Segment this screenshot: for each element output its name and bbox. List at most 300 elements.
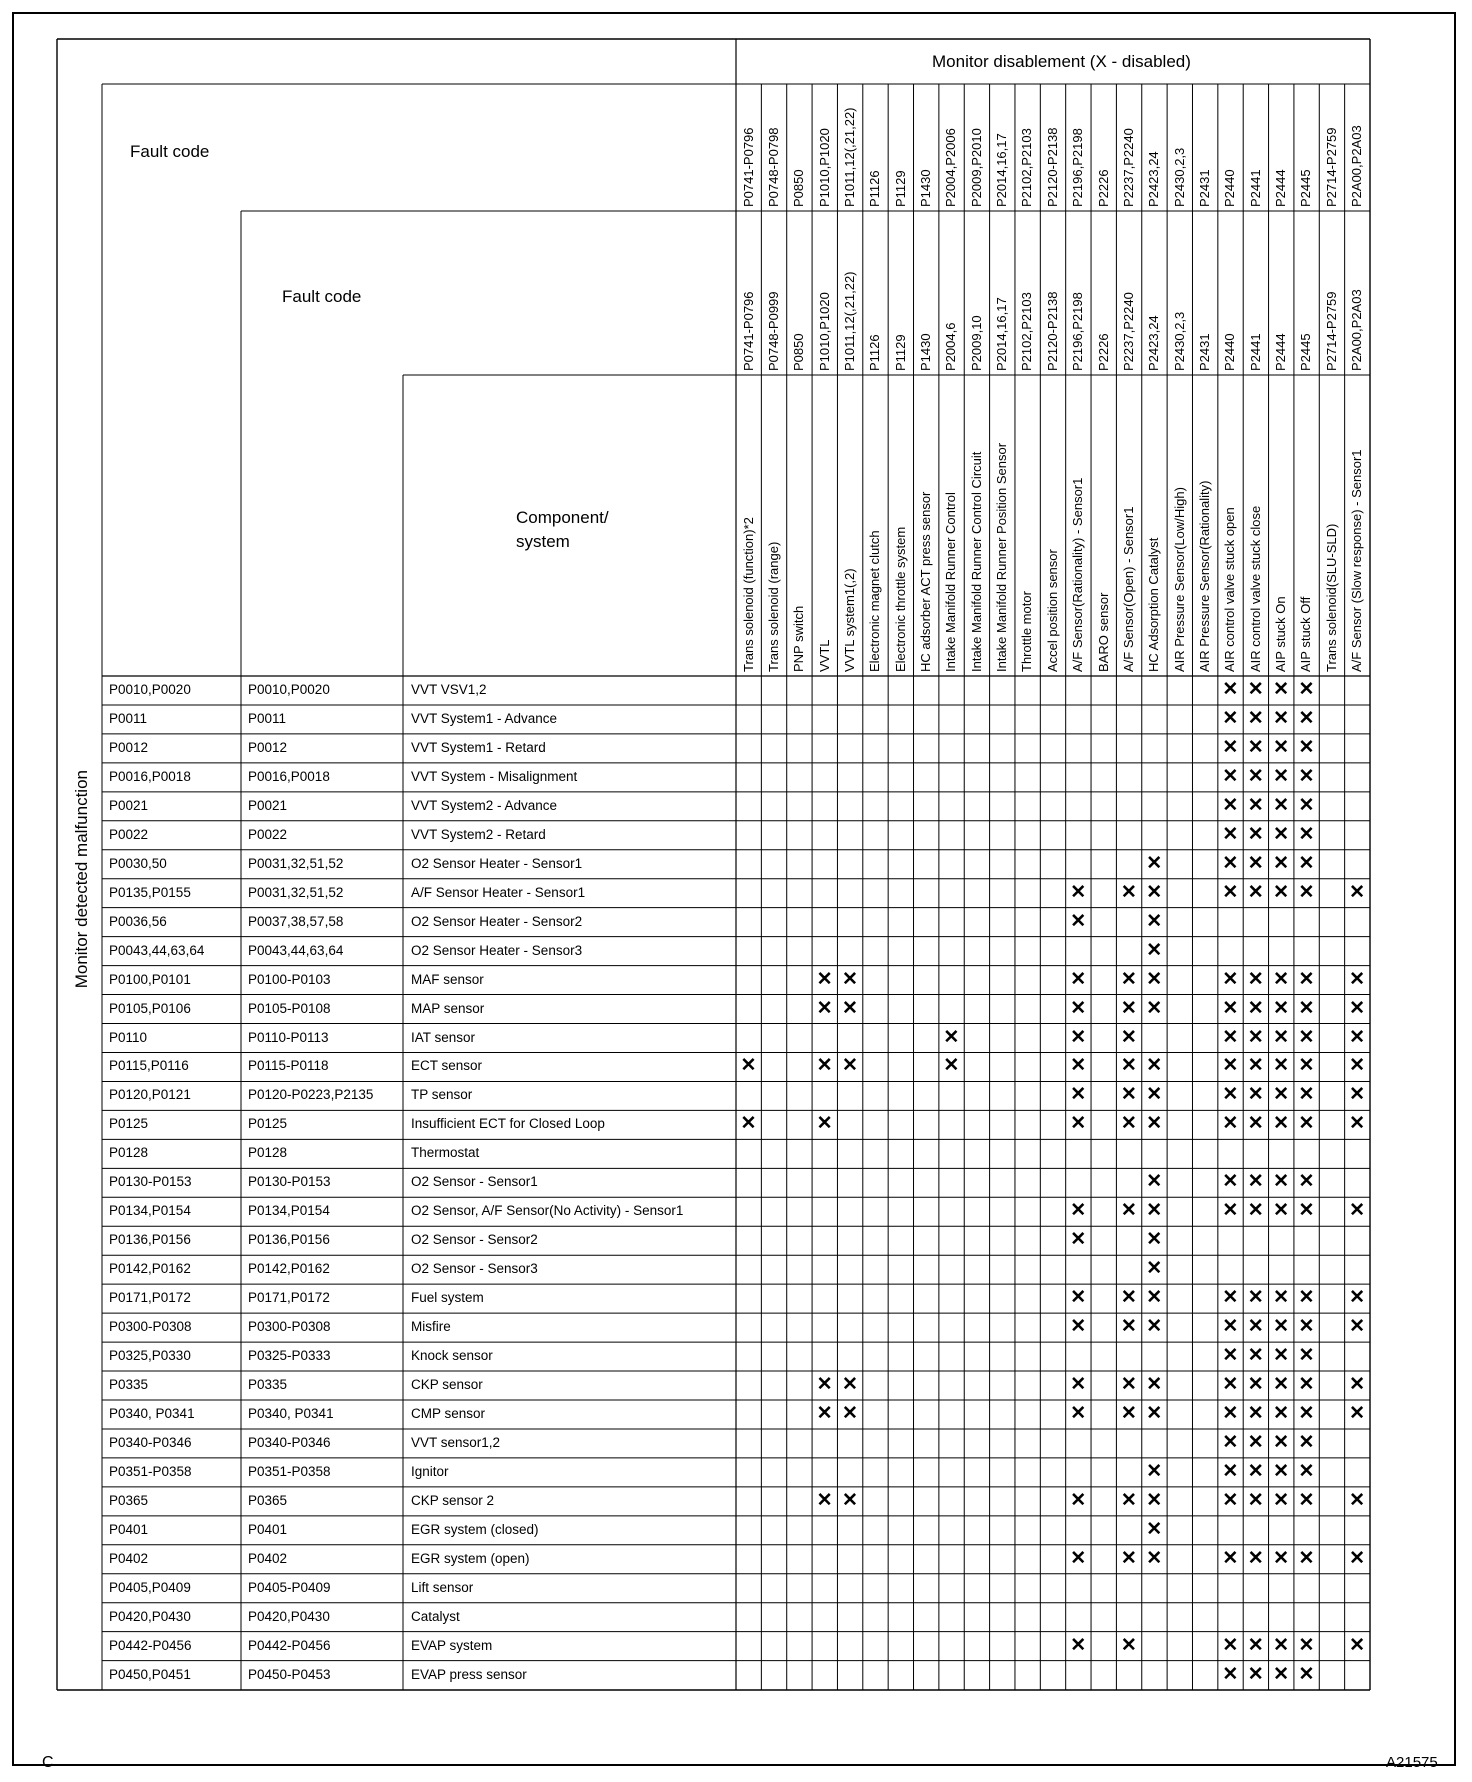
disabled-mark: ✕ [1146, 910, 1163, 932]
disabled-mark: ✕ [1146, 1374, 1163, 1396]
row-fault-code-2: P0401 [248, 1521, 288, 1537]
disabled-mark: ✕ [1349, 1200, 1366, 1222]
row-component: O2 Sensor Heater - Sensor3 [411, 942, 583, 958]
row-fault-code-2: P0031,32,51,52 [248, 855, 344, 871]
column-fault-code-1: P2226 [1095, 169, 1111, 207]
disabled-mark: ✕ [1120, 1026, 1137, 1048]
row-fault-code-2: P0031,32,51,52 [248, 884, 344, 900]
disabled-mark: ✕ [1146, 1084, 1163, 1106]
fault-code-header-1: Fault code [130, 142, 210, 161]
column-fault-code-1: P1126 [867, 170, 883, 207]
disabled-mark: ✕ [1273, 852, 1289, 874]
disabled-mark: ✕ [1247, 765, 1264, 787]
disabled-mark: ✕ [1349, 1287, 1366, 1309]
disabled-mark: ✕ [1222, 997, 1239, 1019]
row-fault-code-1: P0120,P0121 [109, 1087, 191, 1103]
disabled-mark: ✕ [1120, 1403, 1137, 1424]
row-fault-code-1: P0110 [109, 1029, 148, 1045]
disabled-mark: ✕ [1120, 1374, 1137, 1396]
column-fault-code-2: P2102,P2103 [1019, 292, 1035, 371]
disabled-mark: ✕ [1298, 1287, 1315, 1309]
column-component-name: AIR control valve stuck close [1247, 505, 1263, 672]
column-fault-code-2: P2444 [1273, 333, 1289, 371]
row-fault-code-2: P0022 [248, 826, 288, 842]
row-fault-code-2: P0128 [248, 1145, 288, 1161]
disabled-mark: ✕ [1120, 1200, 1137, 1222]
column-fault-code-1: P2120-P2138 [1044, 127, 1060, 207]
row-fault-code-2: P0100-P0103 [248, 971, 331, 987]
disabled-mark: ✕ [1222, 1171, 1239, 1193]
disabled-mark: ✕ [1247, 1460, 1264, 1482]
disabled-mark: ✕ [841, 1489, 858, 1511]
disabled-mark: ✕ [841, 1403, 858, 1424]
disabled-mark: ✕ [1222, 765, 1239, 787]
disabled-mark: ✕ [1349, 1113, 1366, 1135]
disabled-mark: ✕ [1070, 881, 1087, 903]
disabled-mark: ✕ [1070, 910, 1087, 932]
disabled-mark: ✕ [1247, 1489, 1264, 1511]
disabled-mark: ✕ [1349, 1084, 1366, 1106]
disabled-mark: ✕ [1222, 968, 1239, 990]
disabled-mark: ✕ [816, 1113, 833, 1135]
column-component-name: Intake Manifold Runner Position Sensor [994, 442, 1010, 672]
disabled-mark: ✕ [1120, 1055, 1137, 1077]
disabled-mark: ✕ [1273, 1316, 1289, 1338]
disabled-mark: ✕ [841, 997, 858, 1019]
disabled-mark: ✕ [1222, 1200, 1239, 1222]
column-fault-code-1: P2431 [1196, 169, 1212, 207]
column-component-name: VVTL system1(,2) [841, 568, 857, 672]
disabled-mark: ✕ [1273, 1634, 1289, 1656]
disabled-mark: ✕ [1273, 736, 1289, 758]
column-component-name: Electronic throttle system [892, 526, 908, 672]
row-component: VVT sensor1,2 [411, 1434, 501, 1450]
disabled-mark: ✕ [1222, 1403, 1239, 1424]
disabled-mark: ✕ [1298, 1547, 1315, 1569]
column-fault-code-1: P2237,P2240 [1120, 128, 1136, 207]
disabled-mark: ✕ [740, 1055, 757, 1077]
row-fault-code-2: P0134,P0154 [248, 1203, 330, 1219]
disabled-mark: ✕ [1273, 679, 1289, 700]
disabled-mark: ✕ [1298, 997, 1315, 1019]
row-component: CKP sensor [411, 1377, 483, 1393]
column-fault-code-2: P2431 [1196, 333, 1212, 371]
disabled-mark: ✕ [1298, 1431, 1315, 1453]
disabled-mark: ✕ [816, 997, 833, 1019]
disabled-mark: ✕ [1273, 1026, 1289, 1048]
disabled-mark: ✕ [1222, 736, 1239, 758]
disabled-mark: ✕ [841, 1374, 858, 1396]
column-fault-code-2: P2196,P2198 [1070, 292, 1086, 371]
fault-code-header-2: Fault code [282, 287, 362, 306]
disabled-mark: ✕ [1247, 1171, 1264, 1193]
disabled-mark: ✕ [841, 968, 858, 990]
row-fault-code-1: P0115,P0116 [109, 1058, 189, 1074]
disabled-mark: ✕ [1222, 1663, 1239, 1685]
disabled-mark: ✕ [1247, 1316, 1264, 1338]
disabled-mark: ✕ [1298, 1403, 1315, 1424]
row-component: Insufficient ECT for Closed Loop [411, 1116, 605, 1132]
disabled-mark: ✕ [1222, 1460, 1239, 1482]
row-component: Fuel system [411, 1290, 484, 1306]
row-fault-code-1: P0125 [109, 1116, 149, 1132]
row-component: EGR system (open) [411, 1550, 530, 1566]
row-component: MAP sensor [411, 1000, 485, 1016]
disabled-mark: ✕ [1298, 1171, 1315, 1193]
disabled-mark: ✕ [1070, 1403, 1087, 1424]
disabled-mark: ✕ [1273, 707, 1289, 729]
row-fault-code-1: P0012 [109, 739, 149, 755]
row-fault-code-2: P0110-P0113 [248, 1029, 329, 1045]
row-fault-code-2: P0115-P0118 [248, 1058, 329, 1074]
row-component: MAF sensor [411, 971, 484, 987]
disabled-mark: ✕ [1273, 794, 1289, 816]
disabled-mark: ✕ [1222, 1634, 1239, 1656]
column-fault-code-1: P2440 [1222, 169, 1238, 207]
column-fault-code-2: P2237,P2240 [1120, 292, 1136, 371]
row-fault-code-2: P0120-P0223,P2135 [248, 1087, 374, 1103]
disabled-mark: ✕ [1273, 1287, 1289, 1309]
column-fault-code-2: P1011,12(,21,22) [841, 271, 857, 371]
row-fault-code-2: P0171,P0172 [248, 1290, 330, 1306]
row-fault-code-2: P0335 [248, 1377, 288, 1393]
column-fault-code-2: P2014,16,17 [994, 297, 1010, 371]
disabled-mark: ✕ [1349, 1547, 1366, 1569]
column-fault-code-2: P1126 [867, 334, 883, 371]
component-system-header: Component/ system [516, 508, 609, 551]
column-fault-code-1: P2441 [1247, 169, 1263, 207]
row-fault-code-2: P0011 [248, 710, 287, 726]
row-fault-code-2: P0340, P0341 [248, 1406, 334, 1421]
column-component-name: A/F Sensor(Open) - Sensor1 [1120, 506, 1136, 672]
disabled-mark: ✕ [1247, 1547, 1264, 1569]
column-component-name: VVTL [816, 639, 832, 672]
disabled-mark: ✕ [1298, 1460, 1315, 1482]
column-component-name: HC adsorber ACT press sensor [918, 491, 934, 672]
disabled-mark: ✕ [1298, 1374, 1315, 1396]
row-fault-code-2: P0136,P0156 [248, 1232, 330, 1248]
disabled-mark: ✕ [1298, 1489, 1315, 1511]
row-component: O2 Sensor - Sensor3 [411, 1261, 538, 1277]
disabled-mark: ✕ [1298, 1663, 1315, 1685]
disabled-mark: ✕ [1070, 1026, 1087, 1048]
footer-left-label: C [42, 1754, 54, 1771]
column-component-name: Throttle motor [1019, 591, 1035, 672]
row-fault-code-1: P0351-P0358 [109, 1463, 192, 1479]
disabled-mark: ✕ [1273, 1663, 1289, 1685]
column-component-name: AIR Pressure Sensor(Low/High) [1171, 487, 1187, 672]
row-fault-code-1: P0171,P0172 [109, 1290, 191, 1306]
row-fault-code-2: P0450-P0453 [248, 1666, 331, 1682]
disabled-mark: ✕ [1298, 679, 1315, 700]
row-component: Knock sensor [411, 1348, 493, 1364]
disabled-mark: ✕ [1070, 968, 1087, 990]
disabled-mark: ✕ [816, 1055, 833, 1077]
disabled-mark: ✕ [1273, 1374, 1289, 1396]
disabled-mark: ✕ [1247, 1084, 1264, 1106]
disabled-mark: ✕ [1247, 707, 1264, 729]
disabled-mark: ✕ [1247, 1431, 1264, 1453]
disabled-mark: ✕ [1222, 1374, 1239, 1396]
disabled-mark: ✕ [1349, 1055, 1366, 1077]
disabled-mark: ✕ [1247, 679, 1264, 700]
disabled-mark: ✕ [1349, 1374, 1366, 1396]
column-fault-code-1: P2714-P2759 [1323, 127, 1339, 207]
row-fault-code-2: P0016,P0018 [248, 768, 330, 784]
disabled-mark: ✕ [1222, 1431, 1239, 1453]
footer-figure-id: A21575 [1386, 1754, 1438, 1771]
disabled-mark: ✕ [1273, 765, 1289, 787]
column-fault-code-1: P1430 [918, 169, 934, 207]
column-fault-code-1: P2430,2,3 [1171, 147, 1187, 207]
row-fault-code-1: P0340-P0346 [109, 1434, 192, 1450]
disabled-mark: ✕ [1349, 968, 1366, 990]
disabled-mark: ✕ [1298, 707, 1315, 729]
row-fault-code-1: P0010,P0020 [109, 682, 191, 697]
column-component-name: A/F Sensor (Slow response) - Sensor1 [1349, 449, 1365, 672]
row-fault-code-1: P0100,P0101 [109, 971, 191, 987]
row-component: O2 Sensor Heater - Sensor1 [411, 855, 583, 871]
disabled-mark: ✕ [1247, 823, 1264, 845]
disabled-mark: ✕ [1247, 1345, 1264, 1367]
row-fault-code-2: P0010,P0020 [248, 682, 330, 697]
disabled-mark: ✕ [1298, 881, 1315, 903]
disabled-mark: ✕ [1120, 881, 1137, 903]
disabled-mark: ✕ [816, 1403, 833, 1424]
row-fault-code-2: P0405-P0409 [248, 1579, 331, 1595]
row-fault-code-1: P0036,56 [109, 913, 167, 929]
row-fault-code-1: P0134,P0154 [109, 1203, 191, 1219]
disabled-mark: ✕ [1222, 823, 1239, 845]
column-component-name: AIP stuck Off [1298, 596, 1314, 672]
disabled-mark: ✕ [1247, 1634, 1264, 1656]
column-component-name: Accel position sensor [1044, 549, 1060, 672]
disabled-mark: ✕ [1247, 1026, 1264, 1048]
disabled-mark: ✕ [816, 968, 833, 990]
disabled-mark: ✕ [1298, 1026, 1315, 1048]
column-fault-code-1: P1011,12(,21,22) [841, 107, 857, 207]
disabled-mark: ✕ [943, 1026, 960, 1048]
column-fault-code-1: P2009,P2010 [968, 128, 984, 207]
disabled-mark: ✕ [1298, 852, 1315, 874]
row-component: O2 Sensor, A/F Sensor(No Activity) - Sensor1 [411, 1203, 684, 1219]
disabled-mark: ✕ [1120, 968, 1137, 990]
column-fault-code-2: P2714-P2759 [1323, 291, 1339, 371]
disabled-mark: ✕ [1146, 1489, 1163, 1511]
disabled-mark: ✕ [1349, 1316, 1366, 1338]
row-component: VVT System2 - Retard [411, 826, 546, 842]
disabled-mark: ✕ [1070, 1200, 1087, 1222]
column-fault-code-1: P2423,24 [1146, 151, 1162, 207]
disabled-mark: ✕ [1298, 1316, 1315, 1338]
row-fault-code-2: P0125 [248, 1116, 288, 1132]
disabled-mark: ✕ [1247, 1403, 1264, 1424]
row-fault-code-1: P0136,P0156 [109, 1232, 191, 1248]
disabled-mark: ✕ [1070, 997, 1087, 1019]
disabled-mark: ✕ [1146, 1171, 1163, 1193]
row-fault-code-1: P0021 [109, 797, 149, 813]
disabled-mark: ✕ [1222, 1055, 1239, 1077]
disabled-mark: ✕ [1070, 1055, 1087, 1077]
disabled-mark: ✕ [1070, 1113, 1087, 1135]
disabled-mark: ✕ [1247, 1113, 1264, 1135]
row-fault-code-1: P0300-P0308 [109, 1319, 192, 1335]
monitor-detected-malfunction-label: Monitor detected malfunction [72, 770, 91, 989]
column-fault-code-2: P2004,6 [943, 322, 959, 371]
column-fault-code-2: P2441 [1247, 333, 1263, 371]
row-component: Thermostat [411, 1145, 480, 1161]
column-fault-code-2: P2226 [1095, 333, 1111, 371]
disabled-mark: ✕ [1273, 1431, 1289, 1453]
disabled-mark: ✕ [1298, 968, 1315, 990]
row-fault-code-1: P0130-P0153 [109, 1174, 192, 1190]
column-component-name: BARO sensor [1095, 592, 1111, 672]
column-fault-code-2: P2440 [1222, 333, 1238, 371]
row-fault-code-2: P0325-P0333 [248, 1348, 331, 1364]
row-fault-code-2: P0300-P0308 [248, 1319, 331, 1335]
column-component-name: Electronic magnet clutch [867, 530, 883, 672]
row-fault-code-1: P0401 [109, 1521, 149, 1537]
disabled-mark: ✕ [1273, 1547, 1289, 1569]
disabled-mark: ✕ [1146, 852, 1163, 874]
disabled-mark: ✕ [1273, 1200, 1289, 1222]
disabled-mark: ✕ [1070, 1316, 1087, 1338]
row-fault-code-2: P0043,44,63,64 [248, 942, 344, 958]
column-fault-code-2: P2430,2,3 [1171, 311, 1187, 371]
disabled-mark: ✕ [1273, 1403, 1289, 1424]
column-fault-code-1: P0741-P0796 [740, 127, 756, 207]
column-fault-code-2: P0741-P0796 [740, 291, 756, 371]
disabled-mark: ✕ [1349, 997, 1366, 1019]
column-fault-code-2: P2009,10 [968, 315, 984, 371]
row-fault-code-1: P0016,P0018 [109, 768, 191, 784]
row-component: O2 Sensor - Sensor1 [411, 1174, 538, 1190]
disabled-mark: ✕ [1146, 939, 1163, 961]
row-fault-code-1: P0365 [109, 1492, 149, 1508]
disabled-mark: ✕ [1222, 679, 1239, 700]
disabled-mark: ✕ [1146, 968, 1163, 990]
row-fault-code-2: P0012 [248, 739, 288, 755]
row-component: O2 Sensor - Sensor2 [411, 1232, 538, 1248]
row-fault-code-2: P0021 [248, 797, 288, 813]
row-fault-code-1: P0325,P0330 [109, 1348, 191, 1364]
row-fault-code-2: P0105-P0108 [248, 1000, 331, 1016]
disabled-mark: ✕ [1222, 1316, 1239, 1338]
column-fault-code-2: P1010,P1020 [816, 292, 832, 371]
disabled-mark: ✕ [1247, 1200, 1264, 1222]
disabled-mark: ✕ [1298, 765, 1315, 787]
disabled-mark: ✕ [1273, 823, 1289, 845]
row-component: CMP sensor [411, 1406, 486, 1421]
disabled-mark: ✕ [1247, 1287, 1264, 1309]
row-component: EVAP system [411, 1637, 493, 1653]
disabled-mark: ✕ [1146, 1200, 1163, 1222]
disabled-mark: ✕ [816, 1374, 833, 1396]
disabled-mark: ✕ [1247, 1374, 1264, 1396]
disabled-mark: ✕ [1298, 1055, 1315, 1077]
disabled-mark: ✕ [1120, 1489, 1137, 1511]
disabled-mark: ✕ [1146, 1403, 1163, 1424]
disabled-mark: ✕ [841, 1055, 858, 1077]
disabled-mark: ✕ [1146, 1547, 1163, 1569]
column-fault-code-2: P2445 [1298, 333, 1314, 371]
disabled-mark: ✕ [1146, 1258, 1163, 1280]
disabled-mark: ✕ [1222, 1113, 1239, 1135]
row-fault-code-2: P0351-P0358 [248, 1463, 331, 1479]
column-fault-code-2: P0850 [791, 333, 807, 371]
disabled-mark: ✕ [1222, 1026, 1239, 1048]
column-component-name: AIP stuck On [1273, 596, 1289, 672]
disabled-mark: ✕ [1120, 1113, 1137, 1135]
row-component: Catalyst [411, 1608, 460, 1624]
disabled-mark: ✕ [1247, 997, 1264, 1019]
disabled-mark: ✕ [1222, 1084, 1239, 1106]
disabled-mark: ✕ [1146, 1518, 1163, 1540]
disabled-mark: ✕ [1070, 1374, 1087, 1396]
disabled-mark: ✕ [1070, 1229, 1087, 1251]
row-component: EVAP press sensor [411, 1666, 527, 1682]
column-fault-code-2: P2120-P2138 [1044, 291, 1060, 371]
row-component: ECT sensor [411, 1058, 483, 1074]
disabled-mark: ✕ [1070, 1287, 1087, 1309]
disabled-mark: ✕ [1273, 1084, 1289, 1106]
disabled-mark: ✕ [1222, 794, 1239, 816]
disabled-mark: ✕ [1070, 1634, 1087, 1656]
column-fault-code-1: P2445 [1298, 169, 1314, 207]
disabled-mark: ✕ [1349, 1026, 1366, 1048]
row-component: VVT System1 - Retard [411, 739, 546, 755]
disabled-mark: ✕ [1222, 707, 1239, 729]
row-fault-code-2: P0402 [248, 1550, 288, 1566]
column-component-name: Trans solenoid (function)*2 [740, 517, 756, 672]
column-fault-code-1: P2444 [1273, 169, 1289, 207]
disabled-mark: ✕ [1298, 736, 1315, 758]
column-fault-code-2: P2A00,P2A03 [1349, 289, 1365, 371]
disabled-mark: ✕ [740, 1113, 757, 1135]
row-component: CKP sensor 2 [411, 1492, 495, 1508]
row-component: Misfire [411, 1319, 451, 1335]
row-fault-code-2: P0340-P0346 [248, 1434, 331, 1450]
row-fault-code-2: P0142,P0162 [248, 1261, 330, 1277]
column-fault-code-1: P1129 [892, 170, 908, 207]
row-component: EGR system (closed) [411, 1521, 539, 1537]
row-fault-code-1: P0142,P0162 [109, 1261, 191, 1277]
disabled-mark: ✕ [1298, 1200, 1315, 1222]
disabled-mark: ✕ [1298, 1084, 1315, 1106]
disabled-mark: ✕ [1298, 1345, 1315, 1367]
row-fault-code-1: P0011 [109, 710, 148, 726]
column-fault-code-1: P2A00,P2A03 [1349, 125, 1365, 207]
column-fault-code-1: P0748-P0798 [765, 127, 781, 207]
column-component-name: AIR control valve stuck open [1222, 507, 1238, 672]
row-fault-code-2: P0130-P0153 [248, 1174, 331, 1190]
disabled-mark: ✕ [1273, 997, 1289, 1019]
disabled-mark: ✕ [1247, 881, 1264, 903]
disabled-mark: ✕ [1273, 1489, 1289, 1511]
row-fault-code-2: P0442-P0456 [248, 1637, 331, 1653]
column-component-name: Trans solenoid(SLU-SLD) [1323, 523, 1339, 672]
disabled-mark: ✕ [1222, 852, 1239, 874]
row-fault-code-1: P0442-P0456 [109, 1637, 192, 1653]
row-component: VVT System1 - Advance [411, 710, 558, 726]
monitor-disablement-title: Monitor disablement (X - disabled) [932, 52, 1191, 71]
disabled-mark: ✕ [1247, 968, 1264, 990]
disabled-mark: ✕ [1273, 968, 1289, 990]
row-component: IAT sensor [411, 1029, 476, 1045]
disabled-mark: ✕ [1146, 1229, 1163, 1251]
column-fault-code-1: P2014,16,17 [994, 133, 1010, 207]
disabled-mark: ✕ [1146, 1316, 1163, 1338]
